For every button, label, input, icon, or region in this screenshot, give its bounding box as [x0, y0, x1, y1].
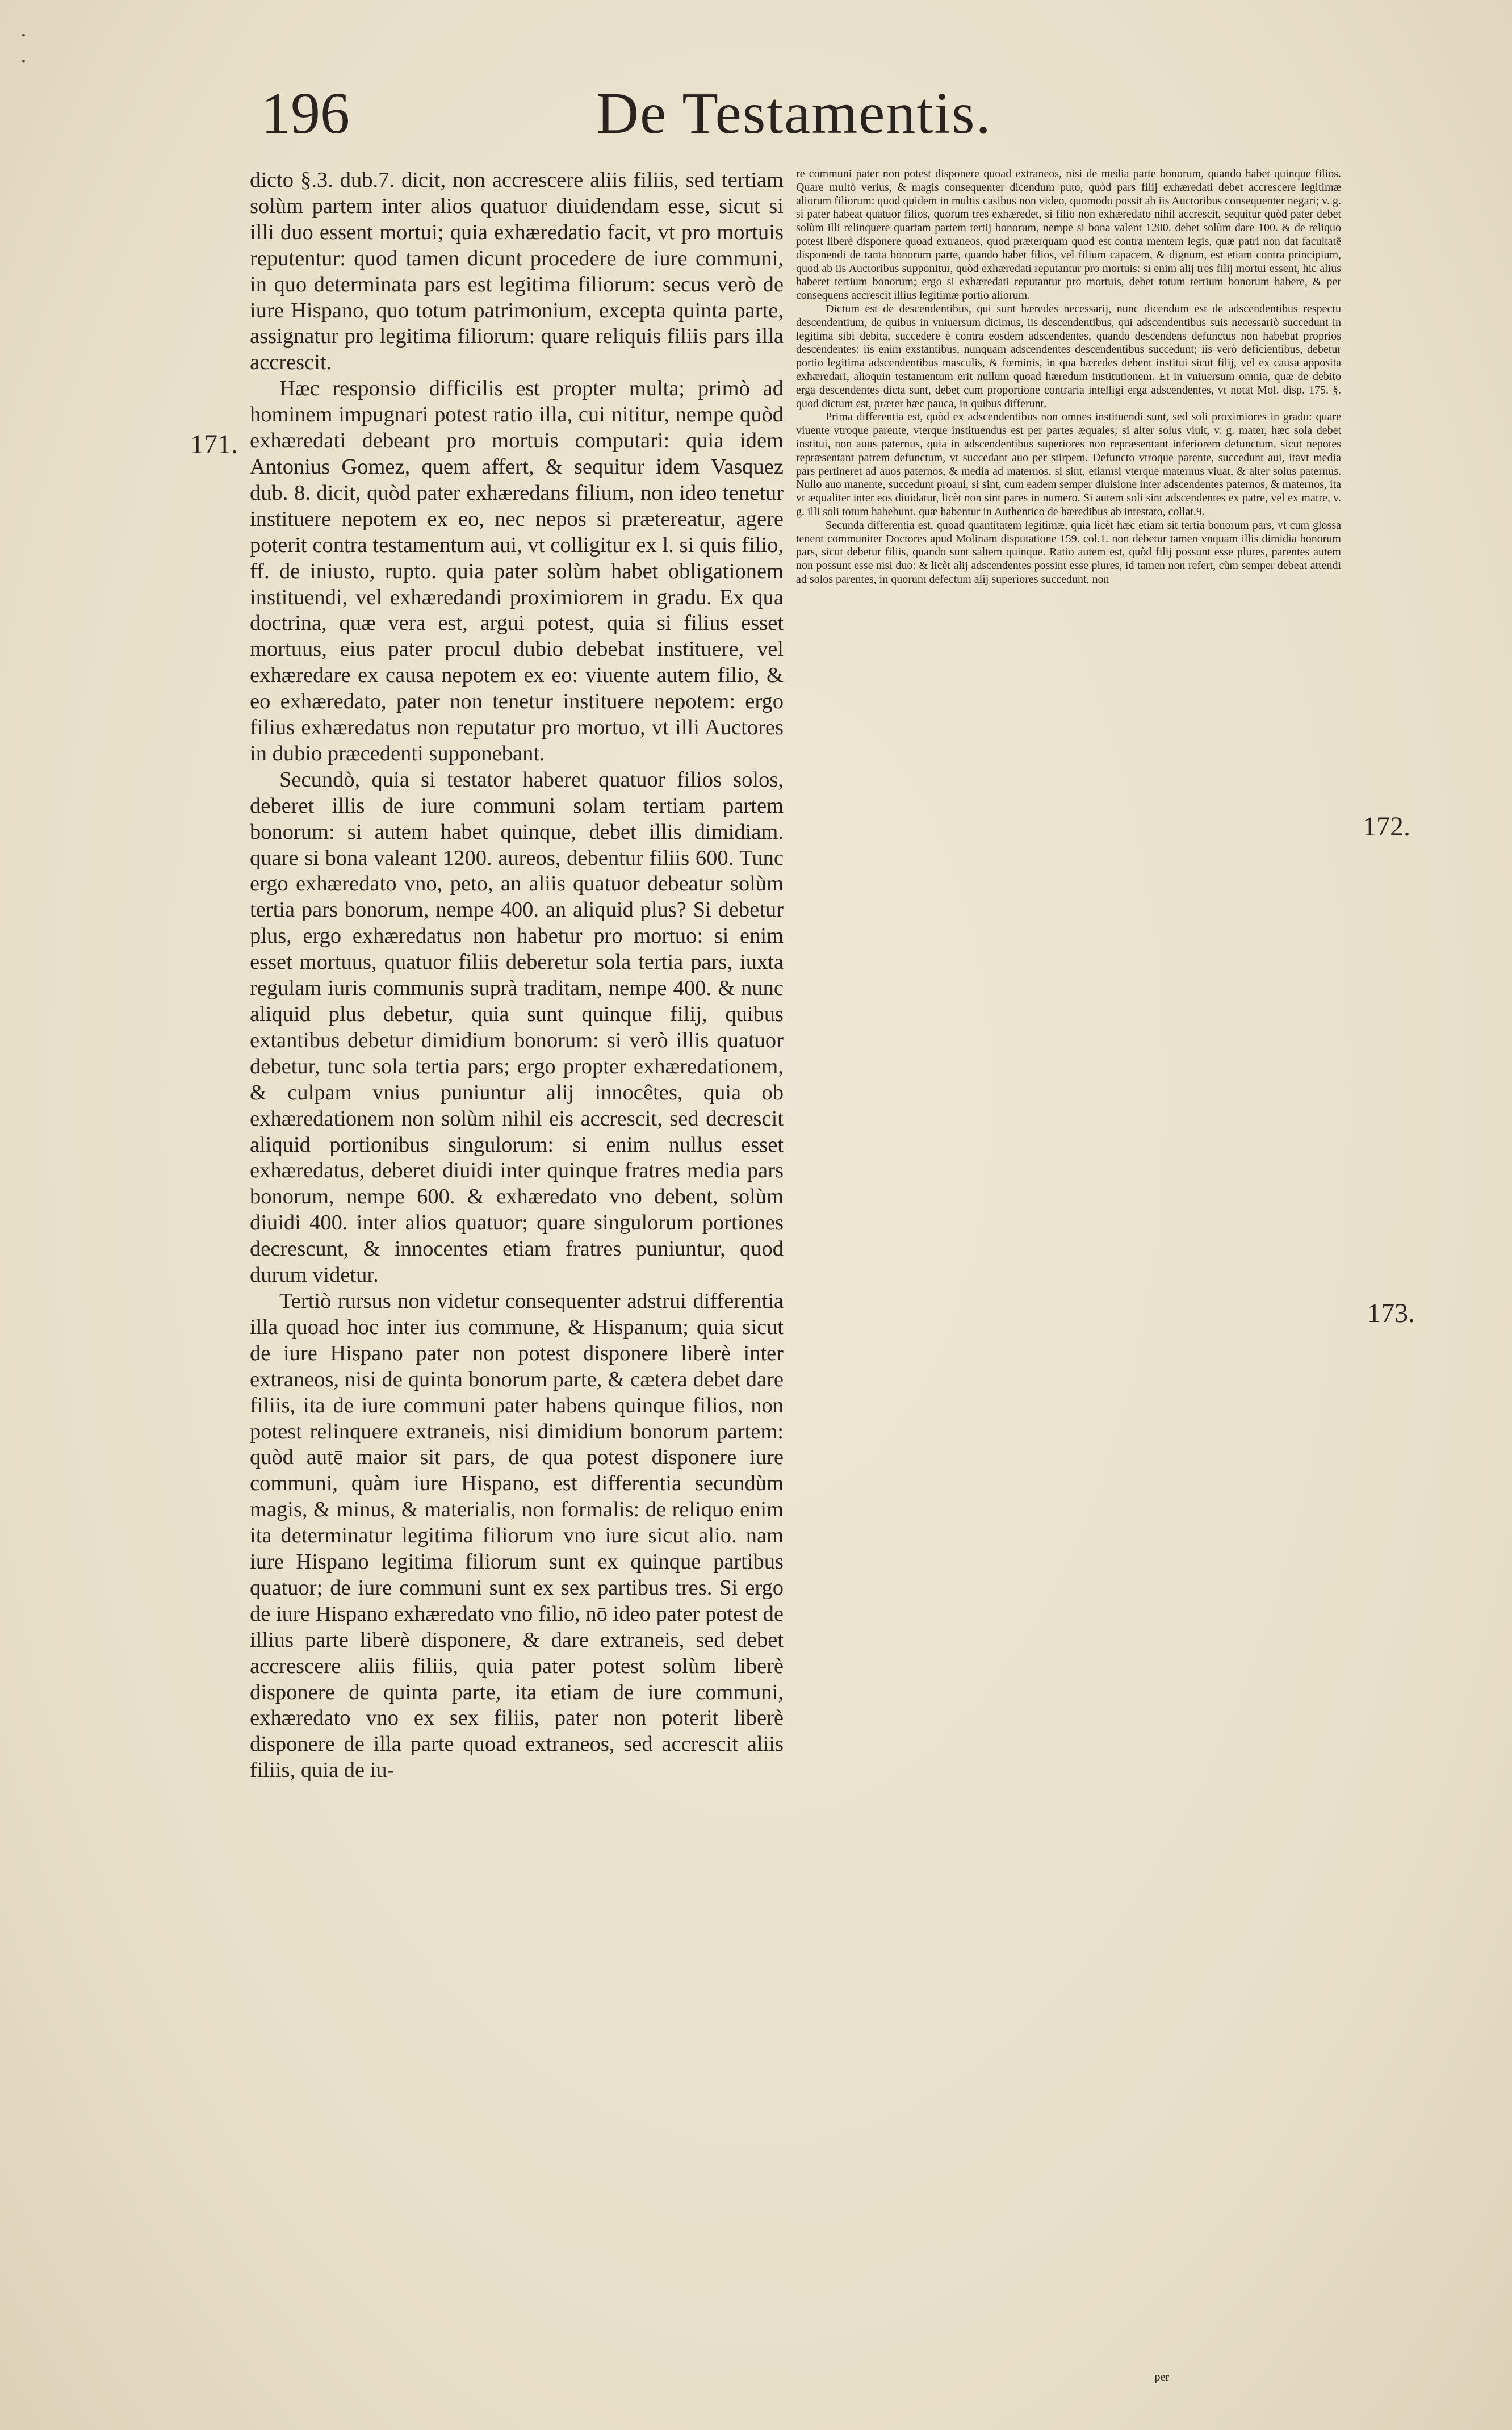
margin-number-173: 173.: [1367, 1298, 1415, 1328]
page-number: 196: [261, 81, 350, 146]
page-header: [250, 80, 1329, 159]
paragraph: Hæc responsio difficilis est propter multa; primò ad hominem impugnari potest ratio illa, cui nititur, nempe quòd exhæredati debeant pro mortuis computari: quia idem Antonius Gomez, quem affert, & sequitur idem Vasquez dub. 8. dicit, quòd pater exhæredans filium, non ideo tenetur instituere nepotem ex eo, nec nepos si prætereatur, agere poterit contra testamentum aui, vt colligitur ex l. si quis filio, ff. de iniusto, rupto. quia pater solùm habet obligationem instituendi, vel exhæredandi proximiorem in gradu. Ex qua doctrina, quæ vera est, argui potest, quia si filius esset mortuus, eius pater procul dubio debebat instituere, vel exhæredare ex causa nepotem ex eo: viuente autem filio, & eo exhæredato, pater non tenetur instituere nepotem: ergo filius exhæredatus non reputatur pro mortuo, vt illi Auctores in dubio præcedenti supponebant.: [250, 377, 784, 766]
paragraph: Secunda differentia est, quoad quantitatem legitimæ, quia licèt hæc etiam sit tertia bonorum pars, vt cum glossa tenent communiter Doctores apud Molinam disputatione 159. col.1. non debetur tamen vnquam illis dimidia bonorum pars, sicut debetur filiis, quando sunt saltem quinque. Ratio autem est, quòd filij possunt esse plures, parentes autem non possunt esse nisi duo: & licèt alij adscendentes possint esse plures, id tamen non refert, cùm semper debeat attendi ad solos parentes, in quorum defectum alij superiores succedunt, non: [796, 518, 1341, 585]
left-column: [250, 168, 784, 1784]
paragraph: Tertiò rursus non videtur consequenter adstrui differentia illa quoad hoc inter ius commune, & Hispanum; quia sicut de iure Hispano pater non potest disponere liberè inter extraneos, nisi de quinta bonorum parte, & cætera debet dare filiis, ita de iure communi pater habens quinque filios, non potest relinquere extraneis, nisi dimidium bonorum partem: quòd autē maior sit pars, de qua potest disponere iure communi, quàm iure Hispano, est differentia secundùm magis, & minus, & materialis, non formalis: de reliquo enim ita determinatur legitima filiorum vno iure sicut alio. nam iure Hispano legitima filiorum sunt ex quinque partibus quatuor; de iure communi sunt ex sex partibus tres. Si ergo de iure Hispano exhæredato vno filio, nō ideo pater potest de illius parte liberè disponere, & dare extraneis, sed debet accrescere aliis filiis, quia pater potest solùm liberè disponere de quinta parte, ita etiam de iure communi, exhæredato vno ex sex filiis, pater non poterit liberè disponere de illa parte quoad extraneos, sed accrescit aliis filiis, quia de iu-: [250, 1289, 784, 1783]
paragraph: dicto §.3. dub.7. dicit, non accrescere aliis filiis, sed tertiam solùm partem inter alios quatuor diuidendam esse, sicut si illi duo essent mortui; quia exhæredatio facit, vt pro mortuis reputentur: quod tamen dicunt procedere de iure communi, in quo determinata pars est legitima filiorum: secus verò de iure Hispano, quo totum patrimonium, excepta quinta parte, assignatur pro legitima filiorum: quare reliquis filiis pars illa accrescit.: [250, 168, 784, 375]
margin-number-172: 172.: [1363, 812, 1410, 842]
margin-number-171: 171.: [190, 429, 238, 459]
paragraph: re communi pater non potest disponere quoad extraneos, nisi de media parte bonorum, quando habet quinque filios. Quare multò verius, & magis consequenter dicendum puto, quòd pars filij exhæredati debet accrescere legitimæ aliorum filiorum: quod quidem in multis casibus non video, quomodo possit ab iis Auctoribus consequenter negari; v. g. si pater habeat quatuor filios, quorum tres exhæredet, si filio non exhæredato nihil accrescit, sequitur quòd pater debet solùm illi relinquere quartam partem tertij bonorum, nempe si bona valent 1200. debet solùm dare 100. & de reliquo potest liberè disponere quoad extraneos, quod præterquam quod est contra mentem legis, quæ patri non dat facultatē disponendi de tanta bonorum parte, quando habet filios, vel filium capacem, & dignum, est etiam contra principium, quod ab iis Auctoribus supponitur, quòd exhæredati reputantur pro mortuis: si enim alij tres filij mortui essent, hic alius haberet tertium bonorum; ergo si exhæredati reputantur pro mortuis, debet totum tertium bonorum habere, & per consequens accrescit illius legitimæ portio aliorum.: [796, 168, 1341, 302]
right-column: [796, 168, 1341, 2383]
catchword: per: [1154, 2371, 1169, 2383]
running-title: De Testamentis.: [596, 81, 992, 146]
paragraph: Prima differentia est, quòd ex adscendentibus non omnes instituendi sunt, sed soli proximiores in gradu: quare viuente vtroque parente, vterque instituendus est per partes æquales; si alter solus viuit, v. g. mater, hæc sola debet institui, non auus paternus, quia in adscendentibus superiores non repræsentant inferiorem defunctum, sicut nepotes repræsentant patrem defunctum, vt succedant auo per stirpem. Defuncto vtroque parente, succedunt aui, itavt media pars pertineret ad auos paternos, & media ad maternos, si sint, etiamsi vterque maternus viuat, & alter solus paternus. Nullo auo manente, succedunt proaui, si sint, cum eadem semper diuisione inter adscendentes paternos, & maternos, ita vt æqualiter inter eos diuidatur, licèt non sint pares in numero. Si autem soli sint adscendentes ex patre, vel ex matre, v. g. illi soli totum habebunt. quæ habentur in Authentico de hæredibus ab intestato, collat.9.: [796, 411, 1341, 518]
page-speckles: · ·: [20, 23, 27, 75]
paragraph: Dictum est de descendentibus, qui sunt hæredes necessarij, nunc dicendum est de adscendentibus respectu descendentium, de quibus in vniuersum dicimus, iis descendentibus, qui adscendentibus suis necessariò succedunt in legitima sibi debita, succedere è contra eosdem adscendentes, quando descendens defunctus non habebat proprios descendentes: iis enim exstantibus, nunquam adscendentes descendentibus succedunt; iis verò deficientibus, debetur portio legitima adscendentibus masculis, & fœminis, in qua hæredes debent institui sicut filij, vel ex causa apposita exhæredari, alioquin testamentum erit nullum quoad hæredum institutionem. Et in vniuersum omnia, quæ de debito erga descendentes dicta sunt, debet cum proportione contraria intelligi erga adscendentes, vt notat Mol. disp. 175. §. quod dictum est, præter hæc pauca, in quibus differunt.: [796, 302, 1341, 410]
paragraph: Secundò, quia si testator haberet quatuor filios solos, deberet illis de iure communi solam tertiam partem bonorum: si autem habet quinque, debet illis dimidiam. quare si bona valeant 1200. aureos, debentur filiis 600. Tunc ergo exhæredato vno, peto, an aliis quatuor debeatur solùm tertia pars bonorum, nempe 400. an aliquid plus? Si debetur plus, ergo exhæredatus non habetur pro mortuo: si enim esset mortuus, quatuor filiis deberetur sola tertia pars, iuxta regulam iuris communis suprà traditam, nempe 400. & nunc aliquid plus debetur, quia sunt quinque filij, quibus extantibus debetur dimidium bonorum: si verò illis quatuor debetur, tunc sola tertia pars; ergo propter exhæredationem, & culpam vnius puniuntur alij innocêtes, quia ob exhæredationem non solùm nihil eis accrescit, sed decrescit aliquid portionibus singulorum: si enim nullus esset exhæredatus, deberet diuidi inter quinque fratres media pars bonorum, nempe 600. & exhæredato vno debent, solùm diuidi 400. inter alios quatuor; quare singulorum portiones decrescunt, & innocentes etiam fratres puniuntur, quod durum videtur.: [250, 767, 784, 1287]
